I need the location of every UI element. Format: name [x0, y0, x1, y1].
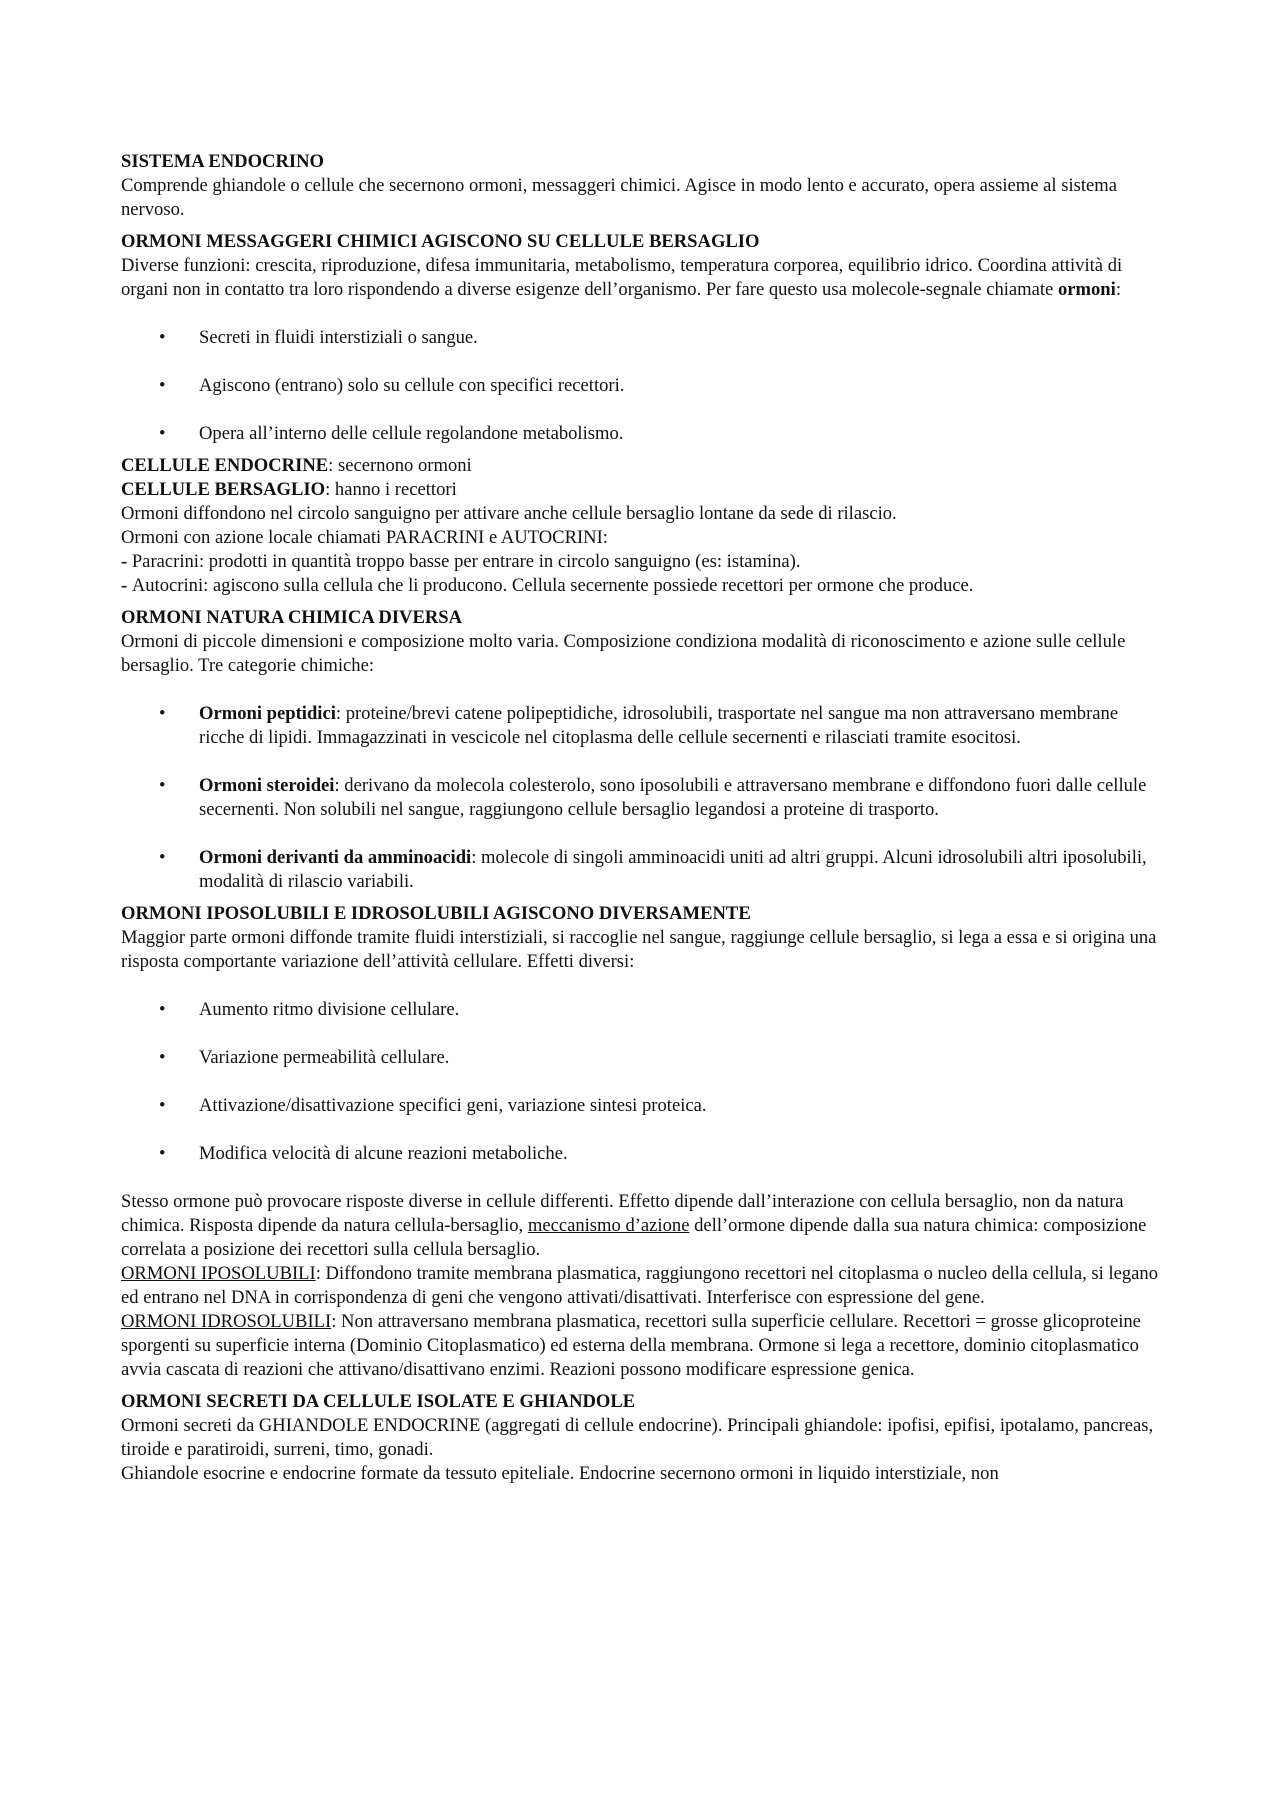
paragraph: Stesso ormone può provocare risposte diverse in cellule differenti. Effetto dipende dall’interazione con cellula bersaglio, non da natura chimica. Risposta dipende da natura cellula-bersaglio, meccanismo d’azione dell’ormone dipende dalla sua natura chimica: composizione correlata a posizione dei recettori sulla cellula bersaglio. [121, 1191, 1147, 1260]
list-item: • Aumento ritmo divisione cellulare. [121, 998, 1166, 1022]
bullet-list [121, 702, 1166, 894]
section-ghiandole [121, 1390, 1166, 1486]
paragraph: Maggior parte ormoni diffonde tramite fluidi interstiziali, si raccoglie nel sangue, raggiunge cellule bersaglio, si lega a essa e si origina una risposta comportante variazione dell’attività cellulare. Effetti diversi: [121, 927, 1157, 972]
paragraph: ORMONI IPOSOLUBILI: Diffondono tramite membrana plasmatica, raggiungono recettori nel citoplasma o nucleo della cellula, si legano ed entrano nel DNA in corrispondenza di geni che vengono attivati/disattivati. Interferisce con espressione del gene. [121, 1263, 1159, 1308]
paragraph: CELLULE BERSAGLIO: hanno i recettori [121, 479, 457, 500]
paragraph: Ormoni con azione locale chiamati PARACRINI e AUTOCRINI: [121, 527, 608, 548]
bold-term: ormoni [1057, 279, 1116, 300]
bullet-list [121, 326, 1166, 446]
list-item: • Agiscono (entrano) solo su cellule con specifici recettori. [121, 374, 1166, 398]
bold-term: Ormoni derivanti da amminoacidi [199, 847, 472, 868]
paragraph: Ghiandole esocrine e endocrine formate da tessuto epiteliale. Endocrine secernono ormoni in liquido interstiziale, non [121, 1463, 999, 1484]
paragraph: - Paracrini: prodotti in quantità troppo basse per entrare in circolo sanguigno (es: istamina). [121, 551, 801, 572]
list-item: • Variazione permeabilità cellulare. [121, 1046, 1166, 1070]
underlined-term: meccanismo d’azione [527, 1215, 690, 1236]
bold-term: CELLULE BERSAGLIO [121, 479, 326, 500]
section-heading: ORMONI SECRETI DA CELLULE ISOLATE E GHIANDOLE [121, 1391, 636, 1412]
list-item: • Ormoni derivanti da amminoacidi: molecole di singoli amminoacidi uniti ad altri gruppi. Alcuni idrosolubili altri iposolubili, modalità di rilascio variabili. [121, 846, 1166, 894]
list-item: • Modifica velocità di alcune reazioni metaboliche. [121, 1142, 1166, 1166]
list-item: • Ormoni steroidei: derivano da molecola colesterolo, sono iposolubili e attraversano membrane e diffondono fuori dalle cellule secernenti. Non solubili nel sangue, raggiungono cellule bersaglio legandosi a proteine di trasporto. [121, 774, 1166, 822]
section-heading: ORMONI IPOSOLUBILI E IDROSOLUBILI AGISCONO DIVERSAMENTE [121, 903, 751, 924]
list-item: • Secreti in fluidi interstiziali o sangue. [121, 326, 1166, 350]
paragraph: CELLULE ENDOCRINE: secernono ormoni [121, 455, 472, 476]
section-iposolubili-idrosolubili [121, 902, 1166, 1382]
section-heading: ORMONI MESSAGGERI CHIMICI AGISCONO SU CELLULE BERSAGLIO [121, 231, 760, 252]
bold-term: Ormoni peptidici [199, 703, 336, 724]
paragraph: Ormoni diffondono nel circolo sanguigno per attivare anche cellule bersaglio lontane da sede di rilascio. [121, 503, 897, 524]
bullet-list [121, 998, 1166, 1166]
underlined-term: ORMONI IPOSOLUBILI [121, 1263, 316, 1284]
underlined-term: ORMONI IDROSOLUBILI [121, 1311, 332, 1332]
list-item: • Attivazione/disattivazione specifici geni, variazione sintesi proteica. [121, 1094, 1166, 1118]
section-ormoni-messaggeri [121, 230, 1166, 446]
list-item: • Ormoni peptidici: proteine/brevi catene polipeptidiche, idrosolubili, trasportate nel sangue ma non attraversano membrane ricche di lipidi. Immagazzinati in vescicole nel citoplasma delle cellule secernenti e rilasciati tramite esocitosi. [121, 702, 1166, 750]
section-natura-chimica [121, 606, 1166, 894]
section-sistema-endocrino [121, 150, 1166, 222]
paragraph: Ormoni di piccole dimensioni e composizione molto varia. Composizione condiziona modalità di riconoscimento e azione sulle cellule bersaglio. Tre categorie chimiche: [121, 631, 1126, 676]
paragraph: Ormoni secreti da GHIANDOLE ENDOCRINE (aggregati di cellule endocrine). Principali ghiandole: ipofisi, epifisi, ipotalamo, pancreas, tiroide e paratiroidi, surreni, timo, gonadi. [121, 1415, 1154, 1460]
section-cellule [121, 454, 1166, 598]
bold-term: CELLULE ENDOCRINE [121, 455, 329, 476]
paragraph: ORMONI IDROSOLUBILI: Non attraversano membrana plasmatica, recettori sulla superficie cellulare. Recettori = grosse glicoproteine sporgenti su superficie interna (Dominio Citoplasmatico) ed esterna della membrana. Ormone si lega a recettore, dominio citoplasmatico avvia cascata di reazioni che attivano/disattivano enzimi. Reazioni possono modificare espressione genica. [121, 1311, 1141, 1380]
list-item: • Opera all’interno delle cellule regolandone metabolismo. [121, 422, 1166, 446]
paragraph: Diverse funzioni: crescita, riproduzione, difesa immunitaria, metabolismo, temperatura corporea, equilibrio idrico. Coordina attività di organi non in contatto tra loro rispondendo a diverse esigenze dell’organismo. Per fare questo usa molecole-segnale chiamate ormoni: [121, 255, 1123, 300]
paragraph: Comprende ghiandole o cellule che secernono ormoni, messaggeri chimici. Agisce in modo lento e accurato, opera assieme al sistema nervoso. [121, 175, 1117, 220]
section-heading: ORMONI NATURA CHIMICA DIVERSA [121, 607, 463, 628]
section-heading: SISTEMA ENDOCRINO [121, 151, 325, 172]
document-page [121, 150, 1166, 1494]
paragraph: - Autocrini: agiscono sulla cellula che li producono. Cellula secernente possiede recettori per ormone che produce. [121, 575, 974, 596]
bold-term: Ormoni steroidei [199, 775, 335, 796]
